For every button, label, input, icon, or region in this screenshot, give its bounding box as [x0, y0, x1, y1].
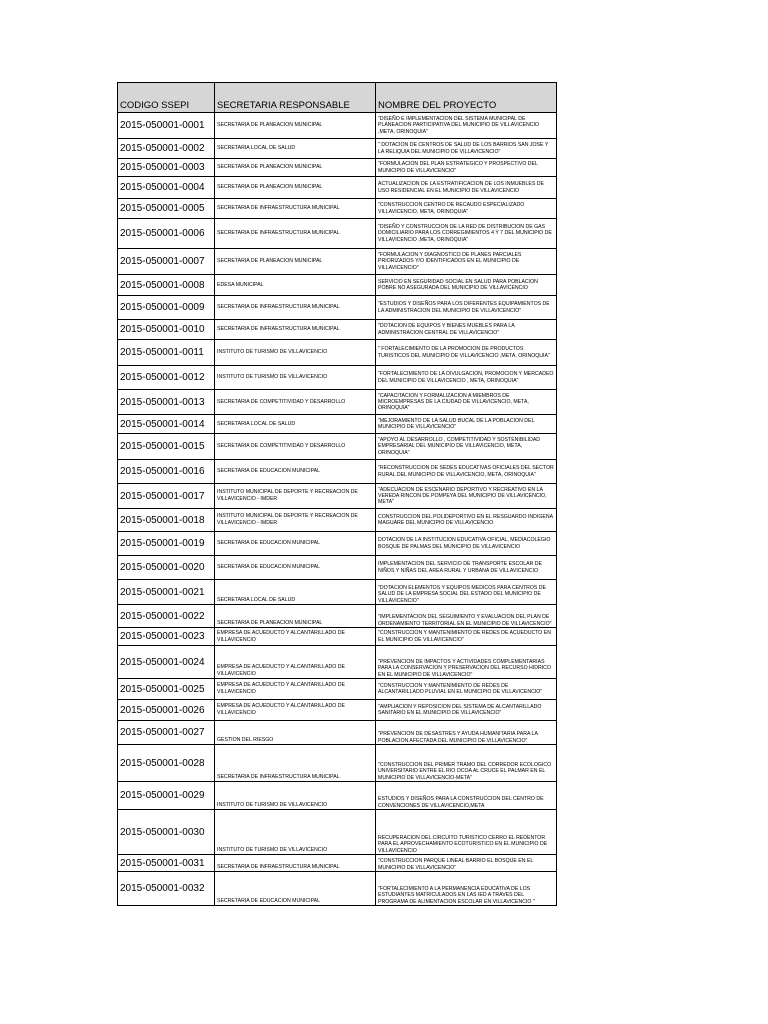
- table-row[interactable]: [118, 872, 557, 906]
- table-row[interactable]: [118, 159, 557, 177]
- table-row[interactable]: [118, 580, 557, 605]
- code-cell[interactable]: 2015-050001-0022: [118, 605, 215, 628]
- secretaria-cell[interactable]: SECRETARIA DE INFRAESTRUCTURA MUNICIPAL: [215, 199, 376, 219]
- code-cell[interactable]: 2015-050001-0020: [118, 556, 215, 580]
- secretaria-cell[interactable]: INSTITUTO DE TURISMO DE VILLAVICENCIO: [215, 810, 376, 855]
- project-name-cell[interactable]: " DOTACION DE CENTROS DE SALUD DE LOS BARRIOS SAN JOSE Y LA RELIQUIA DEL MUNICIPIO DE VILLAVICENCIO": [376, 139, 557, 159]
- table-row[interactable]: [118, 219, 557, 249]
- table-row[interactable]: [118, 113, 557, 139]
- code-cell[interactable]: 2015-050001-0005: [118, 199, 215, 219]
- project-name-cell[interactable]: RECUPERACION DEL CIRCUITO TURISTICO CERRO EL REDENTOR PARA EL APROVECHAMIENTO ECOTURISTICO EN EL MUNICIPIO DE VILLAVICENCIO: [376, 810, 557, 855]
- code-cell[interactable]: 2015-050001-0012: [118, 366, 215, 390]
- secretaria-cell[interactable]: SECRETARIA DE PLANEACION MUNICIPAL: [215, 605, 376, 628]
- table-row[interactable]: [118, 296, 557, 320]
- code-cell[interactable]: 2015-050001-0026: [118, 700, 215, 721]
- code-cell[interactable]: 2015-050001-0011: [118, 340, 215, 366]
- secretaria-cell[interactable]: SECRETARIA DE INFRAESTRUCTURA MUNICIPAL: [215, 320, 376, 340]
- project-name-cell[interactable]: "CONSTRUCCION DEL PRIMER TRAMO DEL CORREDOR ECOLOGICO UNIVERSITARIO ENTRE EL RIO OCOA AL CRUCE EL PALMAR EN EL MUNICIPIO DE VILLAVICENCIO-META": [376, 745, 557, 782]
- project-name-cell[interactable]: "CAPACITACION Y FORMALIZACION A MIEMBROS DE MICROEMPRESAS DE LA CIUDAD DE VILLAVICENCIO, META, ORINOQUIA": [376, 390, 557, 415]
- table-row[interactable]: [118, 139, 557, 159]
- table-row[interactable]: [118, 340, 557, 366]
- project-name-cell[interactable]: "DISEÑO Y CONSTRUCCION DE LA RED DE DISTRIBUCION DE GAS DOMICILIARIO PARA LOS CORREGIMIENTOS 4 Y 7 DEL MUNICIPIO DE VILLAVICENCIO ,META, ORINOQUIA": [376, 219, 557, 249]
- project-name-cell[interactable]: ESTUDIOS Y DISEÑOS PARA LA CONSTRUCCION DEL CENTRO DE CONVENCIONES DE VILLAVICENCIO,META: [376, 782, 557, 810]
- project-name-cell[interactable]: "AMPLIACION Y REPOSICION DEL SISTEMA DE ALCANTARILLADO SANITARIO EN EL MUNICIPIO DE VILLAVICENCIO": [376, 700, 557, 721]
- secretaria-cell[interactable]: SECRETARIA DE COMPETITIVIDAD Y DESARROLLO: [215, 434, 376, 460]
- project-name-cell[interactable]: "FORTALECIMIENTO DE LA DIVULGACION, PROMOCION Y MERCADEO DEL MUNICIPIO DE VILLAVICENCIO , META, ORINOQUIA": [376, 366, 557, 390]
- secretaria-cell[interactable]: SECRETARIA DE INFRAESTRUCTURA MUNICIPAL: [215, 296, 376, 320]
- code-cell[interactable]: 2015-050001-0019: [118, 532, 215, 556]
- header-nombre[interactable]: NOMBRE DEL PROYECTO: [376, 83, 557, 113]
- code-cell[interactable]: 2015-050001-0021: [118, 580, 215, 605]
- code-cell[interactable]: 2015-050001-0024: [118, 646, 215, 679]
- table-row[interactable]: [118, 628, 557, 646]
- header-row: [118, 83, 557, 113]
- secretaria-cell[interactable]: SECRETARIA DE INFRAESTRUCTURA MUNICIPAL: [215, 219, 376, 249]
- code-cell[interactable]: 2015-050001-0013: [118, 390, 215, 415]
- code-cell[interactable]: 2015-050001-0029: [118, 782, 215, 810]
- secretaria-cell[interactable]: EMPRESA DE ACUEDUCTO Y ALCANTARILLADO DE VILLAVICENCIO: [215, 679, 376, 700]
- secretaria-cell[interactable]: EMPRESA DE ACUEDUCTO Y ALCANTARILLADO DE VILLAVICENCIO: [215, 646, 376, 679]
- code-cell[interactable]: 2015-050001-0031: [118, 855, 215, 872]
- project-name-cell[interactable]: SERVICIO EN SEGURIDAD SOCIAL EN SALUD PARA POBLACION POBRE NO ASEGURADA DEL MUNICIPIO DE VILLAVICENCIO: [376, 275, 557, 296]
- project-name-cell[interactable]: "DOTACION ELEMENTOS Y EQUIPOS MEDICOS PARA CENTROS DE SALUD DE LA EMPRESA SOCIAL DEL ESTADO DEL MUNICIPIO DE VILLAVICENCIO": [376, 580, 557, 605]
- code-cell[interactable]: 2015-050001-0028: [118, 745, 215, 782]
- header-codigo[interactable]: CODIGO SSEPI: [118, 83, 215, 113]
- project-name-cell[interactable]: "FORMULACION DEL PLAN ESTRATEGICO Y PROSPECTIVO DEL MUNICIPIO DE VILLAVICENCIO": [376, 159, 557, 177]
- project-name-cell[interactable]: "CONSTRUCCION Y MANTENIMIENTO DE REDES DE ALCANTARILLADO PLUVIAL EN EL MUNICIPIO DE VILLAVICENCIO": [376, 679, 557, 700]
- secretaria-cell[interactable]: INSTITUTO DE TURISMO DE VILLAVICENCIO: [215, 340, 376, 366]
- project-name-cell[interactable]: "CONSTRUCCION CENTRO DE RECAUDO ESPECIALIZADO VILLAVICENCIO, META, ORINOQUIA": [376, 199, 557, 219]
- project-name-cell[interactable]: "APOYO AL DESARROLLO , COMPETITIVIDAD Y SOSTENIBILIDAD EMPRESARIAL DEL MUNICIPIO DE VILLAVICENCIO, META, ORINOQUIA": [376, 434, 557, 460]
- code-cell[interactable]: 2015-050001-0007: [118, 249, 215, 275]
- table-row[interactable]: [118, 679, 557, 700]
- code-cell[interactable]: 2015-050001-0018: [118, 509, 215, 532]
- code-cell[interactable]: 2015-050001-0003: [118, 159, 215, 177]
- table-row[interactable]: [118, 249, 557, 275]
- project-name-cell[interactable]: "PREVENCION DE DESASTRES Y AYUDA HUMANITARIA PARA LA POBLACION AFECTADA DEL MUNICIPIO DE VILLAVICENCIO": [376, 721, 557, 745]
- code-cell[interactable]: 2015-050001-0008: [118, 275, 215, 296]
- table-row[interactable]: [118, 782, 557, 810]
- project-name-cell[interactable]: "MEJORAMIENTO DE LA SALUD BUCAL DE LA POBLACION DEL MUNICIPIO DE VILLAVICENCIO": [376, 415, 557, 434]
- secretaria-cell[interactable]: SECRETARIA LOCAL DE SALUD: [215, 415, 376, 434]
- secretaria-cell[interactable]: INSTITUTO MUNICIPAL DE DEPORTE Y RECREACION DE VILLAVICENCIO - IMDER: [215, 509, 376, 532]
- project-name-cell[interactable]: "ADECUACION DE ESCENARIO DEPORTIVO Y RECREATIVO EN LA VEREDA RINCON DE POMPEYA DEL MUNICIPIO DE VILLAVICENCIO, META": [376, 484, 557, 509]
- table-row[interactable]: [118, 646, 557, 679]
- project-name-cell[interactable]: DOTACION DE LA INSTITUCION EDUCATIVA OFICIAL, MEDIACOLEGIO BOSQUE DE PALMAS DEL MUNICIPIO DE VILLAVICENCIO: [376, 532, 557, 556]
- project-name-cell[interactable]: IMPLEMENTACION DEL SERVICIO DE TRANSPORTE ESCOLAR DE NIÑOS Y NIÑAS DEL AREA RURAL Y URBANA DE VILLAVICENCIO: [376, 556, 557, 580]
- table-row[interactable]: [118, 320, 557, 340]
- code-cell[interactable]: 2015-050001-0004: [118, 177, 215, 199]
- secretaria-cell[interactable]: SECRETARIA DE EDUCACION MUNICIPAL: [215, 460, 376, 484]
- table-row[interactable]: [118, 509, 557, 532]
- table-row[interactable]: [118, 700, 557, 721]
- table-row[interactable]: [118, 605, 557, 628]
- code-cell[interactable]: 2015-050001-0002: [118, 139, 215, 159]
- table-row[interactable]: [118, 275, 557, 296]
- table-row[interactable]: [118, 556, 557, 580]
- secretaria-cell[interactable]: INSTITUTO DE TURISMO DE VILLAVICENCIO: [215, 782, 376, 810]
- secretaria-cell[interactable]: SECRETARIA DE PLANEACION MUNICIPAL: [215, 159, 376, 177]
- secretaria-cell[interactable]: SECRETARIA DE INFRAESTRUCTURA MUNICIPAL: [215, 855, 376, 872]
- table-row[interactable]: [118, 855, 557, 872]
- table-row[interactable]: [118, 177, 557, 199]
- project-table: [117, 82, 557, 906]
- code-cell[interactable]: 2015-050001-0009: [118, 296, 215, 320]
- secretaria-cell[interactable]: SECRETARIA DE INFRAESTRUCTURA MUNICIPAL: [215, 745, 376, 782]
- table-row[interactable]: [118, 390, 557, 415]
- project-name-cell[interactable]: "ESTUDIOS Y DISEÑOS PARA LOS DIFERENTES EQUIPAMIENTOS DE LA ADMINISTRACION DEL MUNICIPIO DE VILLAVICENCIO": [376, 296, 557, 320]
- code-cell[interactable]: 2015-050001-0025: [118, 679, 215, 700]
- table-row[interactable]: [118, 199, 557, 219]
- table-row[interactable]: [118, 532, 557, 556]
- project-name-cell[interactable]: "CONSTRUCCION PARQUE LINEAL BARRIO EL BOSQUE EN EL MUNICIPIO DE VILLAVICENCIO": [376, 855, 557, 872]
- secretaria-cell[interactable]: SECRETARIA DE PLANEACION MUNICIPAL: [215, 113, 376, 139]
- table-row[interactable]: [118, 484, 557, 509]
- code-cell[interactable]: 2015-050001-0001: [118, 113, 215, 139]
- code-cell[interactable]: 2015-050001-0006: [118, 219, 215, 249]
- secretaria-cell[interactable]: SECRETARIA DE COMPETITIVIDAD Y DESARROLLO: [215, 390, 376, 415]
- project-name-cell[interactable]: "DOTACION DE EQUIPOS Y BIENES MUEBLES PARA LA ADMINISTRACION CENTRAL DE VILLAVICENCIO": [376, 320, 557, 340]
- project-name-cell[interactable]: "RECONSTRUCCION DE SEDES EDUCATIVAS OFICIALES DEL SECTOR RURAL DEL MUNICIPIO DE VILLAVICENCIO, META, ORINOQUIA": [376, 460, 557, 484]
- header-secretaria[interactable]: SECRETARIA RESPONSABLE: [215, 83, 376, 113]
- table-row[interactable]: [118, 460, 557, 484]
- project-name-cell[interactable]: " FORTALECIMIENTO DE LA PROMOCION DE PRODUCTOS TURISTICOS DEL MUNICIPIO DE VILLAVICENCIO ,META, ORINOQUIA": [376, 340, 557, 366]
- project-name-cell[interactable]: "PREVENCION DE IMPACTOS Y ACTIVIDADES COMPLEMENTARIAS PARA LA CONSERVACION Y PRESERVACION DEL RECURSO HIDRICO EN EL MUNICIPIO DE VILLAVICENCIO": [376, 646, 557, 679]
- table-row[interactable]: [118, 745, 557, 782]
- code-cell[interactable]: 2015-050001-0017: [118, 484, 215, 509]
- project-name-cell[interactable]: "DISEÑO E IMPLEMENTACION DEL SISTEMA MUNICIPAL DE PLANEACION PARTICIPATIVA DEL MUNICIPIO DE VILLAVICENCIO ,META, ORINOQUIA": [376, 113, 557, 139]
- project-name-cell[interactable]: "IMPLEMENTACION DEL SEGUIMIENTO Y EVALUACION DEL PLAN DE ORDENAMIENTO TERRITORIAL EN EL MUNICIPIO DE VILLAVICENCIO": [376, 605, 557, 628]
- code-cell[interactable]: 2015-050001-0023: [118, 628, 215, 646]
- project-name-cell[interactable]: ACTUALIZACION DE LA ESTRATIFICACION DE LOS INMUEBLES DE USO RESIDENCIAL EN EL MUNICIPIO DE VILLAVICENCIO: [376, 177, 557, 199]
- secretaria-cell[interactable]: SECRETARIA LOCAL DE SALUD: [215, 580, 376, 605]
- table-row[interactable]: [118, 810, 557, 855]
- secretaria-cell[interactable]: GESTION DEL RIESGO: [215, 721, 376, 745]
- code-cell[interactable]: 2015-050001-0030: [118, 810, 215, 855]
- project-name-cell[interactable]: CONSTRUCCION DEL POLIDEPORTIVO EN EL RESGUARDO INDIGENA MAGUARE DEL MUNICIPIO DE VILLAVICENCIO: [376, 509, 557, 532]
- code-cell[interactable]: 2015-050001-0010: [118, 320, 215, 340]
- code-cell[interactable]: 2015-050001-0027: [118, 721, 215, 745]
- secretaria-cell[interactable]: SECRETARIA DE EDUCACION MUNICIPAL: [215, 532, 376, 556]
- secretaria-cell[interactable]: EDESA MUNICIPAL: [215, 275, 376, 296]
- code-cell[interactable]: 2015-050001-0032: [118, 872, 215, 906]
- project-name-cell[interactable]: "FORMULACION Y DIAGNOSTICO DE PLANES PARCIALES PRIORIZADOS Y/O IDENTIFICADOS EN EL MUNICIPIO DE VILLAVICENCIO": [376, 249, 557, 275]
- secretaria-cell[interactable]: SECRETARIA DE EDUCACION MUNICIPAL: [215, 872, 376, 906]
- code-cell[interactable]: 2015-050001-0014: [118, 415, 215, 434]
- secretaria-cell[interactable]: EMPRESA DE ACUEDUCTO Y ALCANTARILLADO DE VILLAVICENCIO: [215, 628, 376, 646]
- secretaria-cell[interactable]: SECRETARIA DE PLANEACION MUNICIPAL: [215, 177, 376, 199]
- project-name-cell[interactable]: "CONSTRUCCION Y MANTENIMIENTO DE REDES DE ACUEDUCTO EN EL MUNICIPIO DE VILLAVICENCIO": [376, 628, 557, 646]
- table-row[interactable]: [118, 415, 557, 434]
- table-row[interactable]: [118, 434, 557, 460]
- secretaria-cell[interactable]: INSTITUTO MUNICIPAL DE DEPORTE Y RECREACION DE VILLAVICENCIO - IMDER: [215, 484, 376, 509]
- table-row[interactable]: [118, 366, 557, 390]
- code-cell[interactable]: 2015-050001-0016: [118, 460, 215, 484]
- secretaria-cell[interactable]: SECRETARIA DE PLANEACION MUNICIPAL: [215, 249, 376, 275]
- secretaria-cell[interactable]: SECRETARIA DE EDUCACION MUNICIPAL: [215, 556, 376, 580]
- code-cell[interactable]: 2015-050001-0015: [118, 434, 215, 460]
- project-name-cell[interactable]: "FORTALECIMIENTO A LA PERMANENCIA EDUCATIVA DE LOS ESTUDIANTES MATRICULADOS EN LAS IED A TRAVES DEL PROGRAMA DE ALIMENTACION ESCOLAR EN VILLAVICENCIO ": [376, 872, 557, 906]
- secretaria-cell[interactable]: INSTITUTO DE TURISMO DE VILLAVICENCIO: [215, 366, 376, 390]
- secretaria-cell[interactable]: SECRETARIA LOCAL DE SALUD: [215, 139, 376, 159]
- secretaria-cell[interactable]: EMPRESA DE ACUEDUCTO Y ALCANTARILLADO DE VILLAVICENCIO: [215, 700, 376, 721]
- table-row[interactable]: [118, 721, 557, 745]
